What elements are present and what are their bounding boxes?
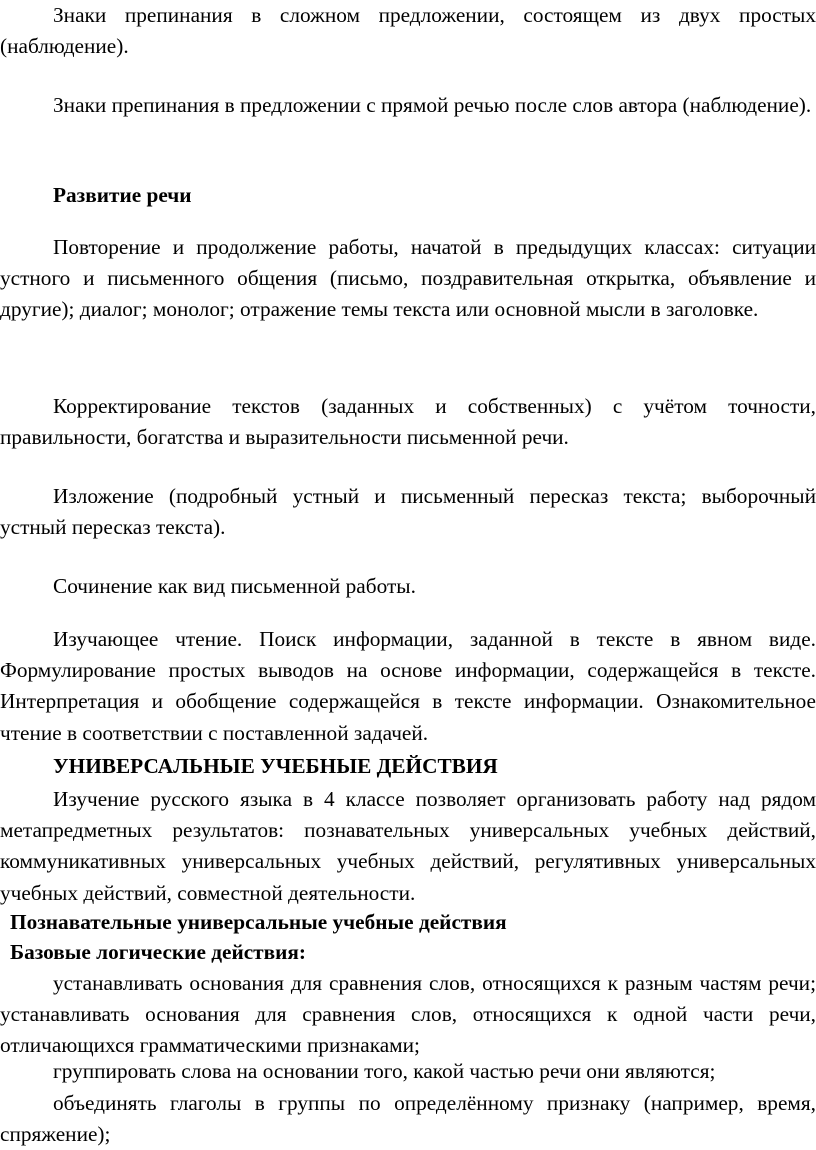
paragraph-repetition-continuation: Повторение и продолжение работы, начатой в предыдущих классах: ситуации устного и письменного общения (письмо, поздравительная открытка, объявление и другие); диалог; монолог; отражение темы текста или основной мысли в заголовке.: [0, 235, 816, 322]
paragraph-studying-reading: Изучающее чтение. Поиск информации, заданной в тексте в явном виде. Формулирование простых выводов на основе информации, содержащейся в тексте. Интерпретация и обобщение содержащейся в тексте информации. Ознакомительное чтение в соответствии с поставленной задачей.: [0, 627, 816, 745]
heading-universal-learning-actions: УНИВЕРСАЛЬНЫЕ УЧЕБНЫЕ ДЕЙСТВИЯ: [53, 754, 498, 778]
heading-cognitive-actions: Познавательные универсальные учебные действия: [10, 910, 507, 934]
paragraph-composition: Сочинение как вид письменной работы.: [53, 574, 416, 598]
list-item-comparison-bases: устанавливать основания для сравнения слов, относящихся к разным частям речи; устанавливать основания для сравнения слов, относящихся к одной части речи, отличающихся грамматическими признаками;: [0, 971, 816, 1058]
paragraph-text-correction: Корректирование текстов (заданных и собственных) с учётом точности, правильности, богатства и выразительности письменной речи.: [0, 394, 816, 450]
paragraph-metasubject-results: Изучение русского языка в 4 классе позволяет организовать работу над рядом метапредметных результатов: познавательных универсальных учебных действий, коммуникативных универсальных учебных действий, регулятивных универсальных учебных действий, совместной деятельности.: [0, 787, 816, 905]
list-item-grouping-verbs: объединять глаголы в группы по определённому признаку (например, время, спряжение);: [0, 1091, 816, 1147]
paragraph-exposition: Изложение (подробный устный и письменный пересказ текста; выборочный устный пересказ текста).: [0, 484, 816, 540]
heading-basic-logical-actions: Базовые логические действия:: [10, 940, 307, 964]
paragraph-punctuation-complex-sentence: Знаки препинания в сложном предложении, состоящем из двух простых (наблюдение).: [0, 3, 816, 59]
list-item-grouping-words: группировать слова на основании того, какой частью речи они являются;: [53, 1059, 716, 1083]
paragraph-punctuation-direct-speech: Знаки препинания в предложении с прямой речью после слов автора (наблюдение).: [53, 93, 812, 117]
heading-speech-development: Развитие речи: [53, 183, 192, 207]
